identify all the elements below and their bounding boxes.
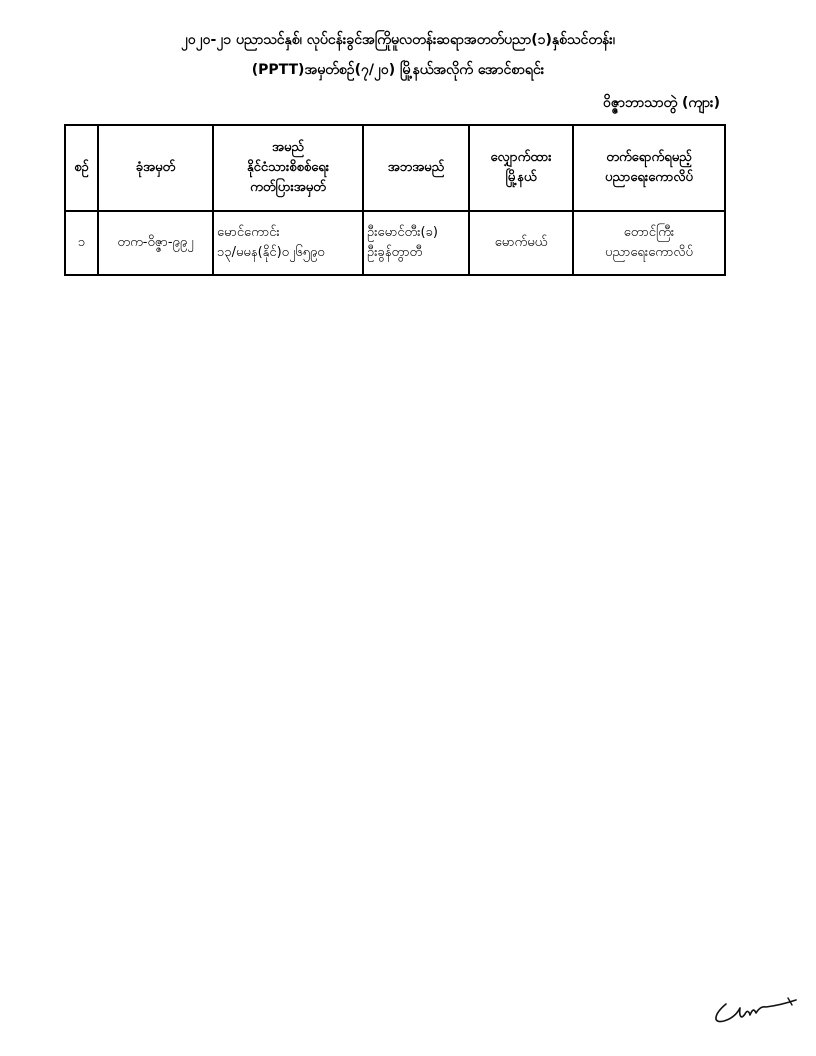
college-type: ပညာရေးကောလိပ် <box>605 245 693 260</box>
cell-township: မောက်မယ် <box>469 211 573 275</box>
student-name: မောင်ကောင်း <box>217 225 280 240</box>
father-name: ဦးမောင်တီး(ခ) <box>367 225 438 240</box>
document-title: ၂၀၂၀-၂၁ ပညာသင်နှစ်၊ လုပ်ငန်းခွင်အကြိုမူလတန်းဆရာအတတ်ပညာ(၁)နှစ်သင်တန်း၊ <box>181 32 615 48</box>
cell-father-name <box>363 211 469 275</box>
table-header-row <box>65 125 725 211</box>
header-seat-number: ခုံအမှတ် <box>98 125 213 211</box>
subject-label: ဝိဇ္ဇာဘာသာတွဲ (ကျား) <box>603 95 720 111</box>
cell-name-nrc <box>213 211 363 275</box>
college-city: တောင်ကြီး <box>623 225 675 240</box>
header-serial: စဉ် <box>65 125 98 211</box>
results-table <box>64 124 726 276</box>
header-college: တက်ရောက်ရမည့် ပညာရေးကောလိပ် <box>573 125 725 211</box>
document-subtitle: (PPTT)အမှတ်စဉ်(၇/၂၀) မြို့နယ်အလိုက် အောင်စာရင်း <box>251 62 545 78</box>
signature-mark <box>712 994 798 1028</box>
header-name-nrc: အမည် နိုင်ငံသားစိစစ်ရေး ကတ်ပြားအမှတ် <box>213 125 363 211</box>
cell-serial: ၁ <box>65 211 98 275</box>
nrc-number: ၁၃/မမန(နိုင်)၀၂၆၅၉၀ <box>217 245 325 260</box>
cell-college <box>573 211 725 275</box>
father-alias: ဦးခွန်တွာတီ <box>367 245 423 260</box>
table-row <box>65 211 725 275</box>
header-father-name: အဘအမည် <box>363 125 469 211</box>
cell-seat-number: တက-ဝိဇ္ဇာ-၉၉၂ <box>98 211 213 275</box>
header-township: လျှောက်ထား မြို့နယ် <box>469 125 573 211</box>
